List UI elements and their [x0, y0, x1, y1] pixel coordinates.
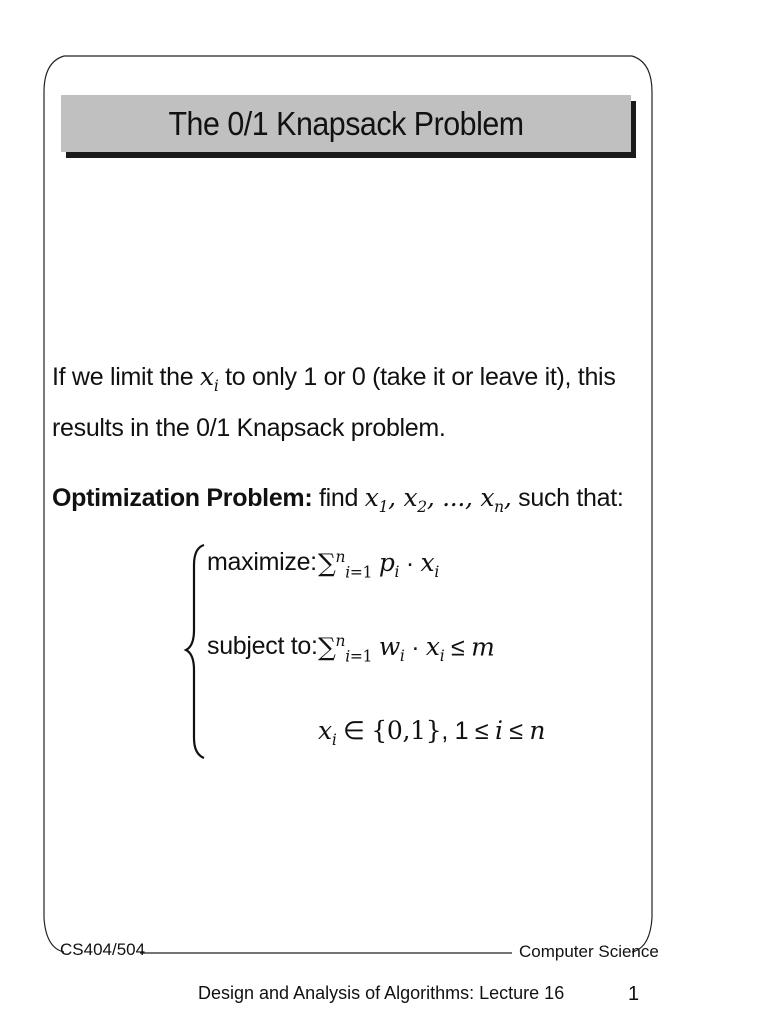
intro-text-after: to only 1 or 0 (take it or leave it), this results in the 0/1 Knapsack problem. [52, 363, 616, 442]
intro-variable: $x_i$ [200, 362, 219, 395]
optimization-vars: $x_1$, $x_2$, ..., $x_n$, [364, 483, 512, 516]
subject-row [207, 632, 318, 661]
subject-expression: ∑$^n_{i=1}$ $w_i \cdot x_i \le m$ [318, 632, 495, 666]
maximize-row [207, 548, 317, 577]
system-brace [186, 545, 204, 758]
footer-course: CS404/504 [60, 940, 146, 959]
subject-label: subject to: [207, 632, 318, 660]
footer-department: Computer Science [519, 942, 659, 961]
domain-expression: $x_i$ ∈ {0,1}, 1 ≤ i ≤ n [318, 716, 546, 749]
maximize-label: maximize: [207, 548, 317, 576]
optimization-find-text: find [312, 484, 365, 512]
title-banner [61, 95, 631, 152]
page-number: 1 [628, 983, 640, 1005]
footer-lecture: Design and Analysis of Algorithms: Lecture 16 [198, 983, 565, 1003]
maximize-expression: ∑$^n_{i=1}$ $p_i \cdot x_i$ [318, 548, 440, 582]
optimization-tail-text: such that: [511, 484, 624, 512]
intro-paragraph [52, 356, 672, 449]
intro-text-before: If we limit the [52, 363, 201, 391]
optimization-label: Optimization Problem: [52, 484, 313, 512]
slide-title: The 0/1 Knapsack Problem [168, 104, 524, 142]
optimization-line [52, 478, 672, 527]
